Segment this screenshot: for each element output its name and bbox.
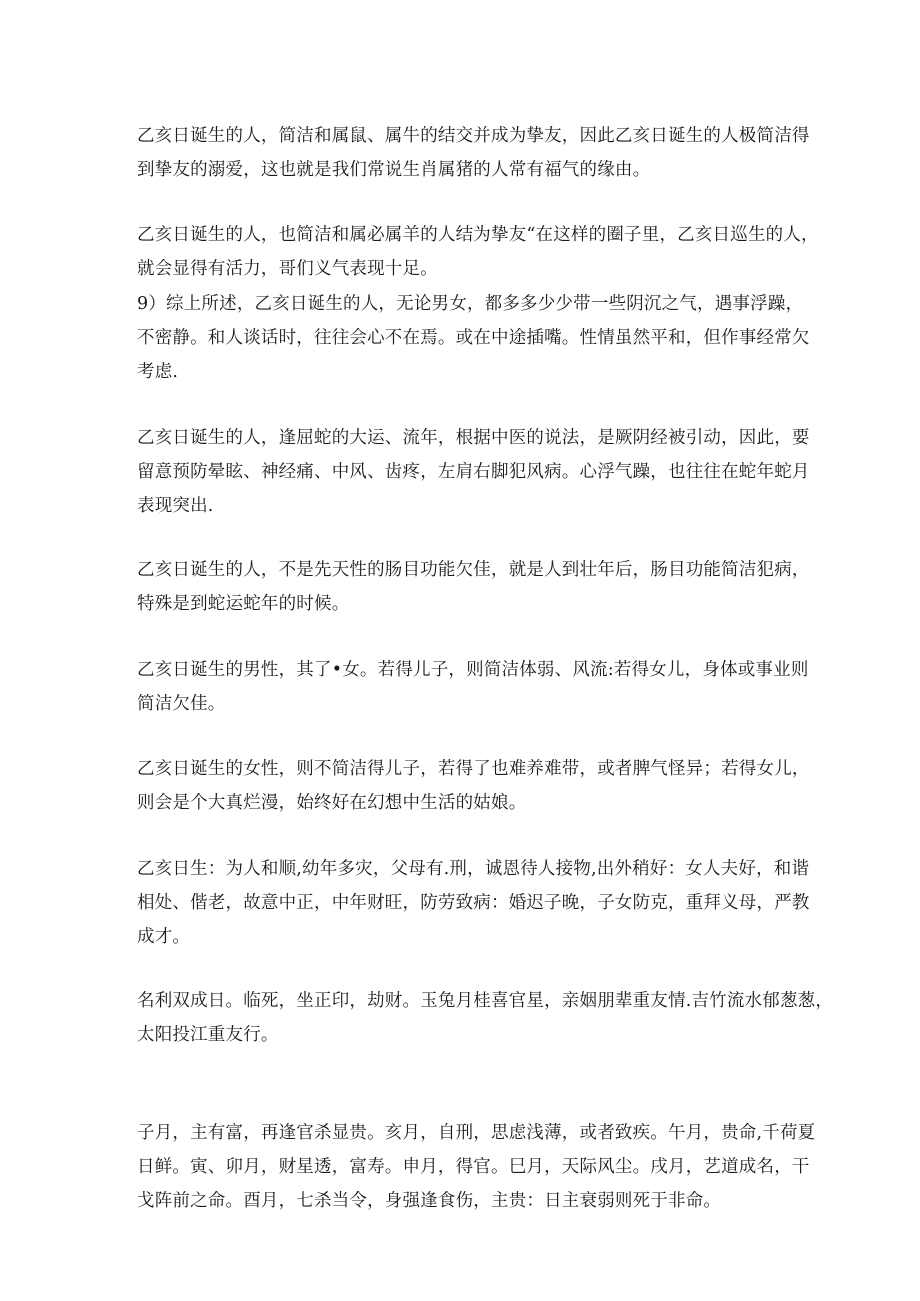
text-line: 不密静。和人谈话时，往往会心不在焉。或在中途插嘴。性情虽然平和，但作事经常欠: [137, 328, 810, 348]
text-line: 日鲜。寅、卯月，财星透，富寿。申月，得官。巳月，天际风尘。戌月，艺道成名，干: [137, 1157, 810, 1177]
text-line: 太阳投江重友行。: [137, 1025, 279, 1045]
text-line: 子月，主有富，再逢官杀显贵。亥月，自刑，思虑浅薄，或者致疾。午月，贵命,千荷夏: [137, 1123, 816, 1143]
paragraph-6: [137, 653, 817, 721]
text-line: 考虑.: [137, 362, 179, 382]
paragraph-9: [137, 984, 834, 1052]
paragraph-10: [137, 1116, 817, 1218]
text-line: 戈阵前之命。酉月，七杀当令，身强逢食伤，主贵：日主衰弱则死于非命。: [137, 1191, 722, 1211]
text-line: 特殊是到蛇运蛇年的时候。: [137, 594, 350, 614]
paragraph-1: [137, 119, 817, 187]
paragraph-5: [137, 553, 817, 621]
text-line: 乙亥日诞生的人，逢屈蛇的大运、流年，根据中医的说法，是厥阴经被引动，因此，要: [137, 428, 810, 448]
text-line: 相处、偕老，故意中正，中年财旺，防劳致病：婚迟子晚，子女防克，重拜义母，严教: [137, 893, 810, 913]
text-line: 到挚友的溺爱，这也就是我们常说生肖属猪的人常有福气的缘由。: [137, 160, 651, 180]
paragraph-4: [137, 421, 817, 523]
paragraph-7: [137, 752, 817, 820]
text-line: 则会是个大真烂漫，始终好在幻想中生活的姑娘。: [137, 793, 527, 813]
paragraph-8: [137, 852, 817, 954]
text-line: 名利双成日。临死，坐正印，劫财。玉兔月桂喜官星，亲姻朋辈重友情.吉竹流水郁葱葱，: [137, 991, 834, 1011]
text-line: 乙亥日诞生的男性，其了•女。若得儿子，则简洁体弱、风流:若得女儿，身体或事业则: [137, 660, 809, 680]
text-line: 乙亥日诞生的人，简洁和属鼠、属牛的结交并成为挚友，因此乙亥日诞生的人极简洁得: [137, 126, 810, 146]
text-line: 表现突出.: [137, 496, 214, 516]
text-line: 乙亥日诞生的人，不是先天性的肠目功能欠佳，就是人到壮年后，肠目功能简洁犯病，: [137, 560, 810, 580]
paragraph-3: [137, 287, 817, 389]
text-line: 9）综上所述，乙亥日诞生的人，无论男女，都多多少少带一些阴沉之气，遇事浮躁，: [137, 294, 804, 314]
text-line: 留意预防晕眩、神经痛、中风、齿疼，左肩右脚犯风病。心浮气躁，也往往在蛇年蛇月: [137, 462, 810, 482]
text-line: 简洁欠佳。: [137, 694, 226, 714]
text-line: 乙亥日生：为人和顺,幼年多灾，父母有.刑，诚恩待人接物,出外稍好：女人夫好，和谐: [137, 859, 810, 879]
text-line: 成才。: [137, 927, 191, 947]
text-line: 就会显得有活力，哥们义气表现十足。: [137, 259, 438, 279]
text-line: 乙亥日诞生的女性，则不简洁得儿子，若得了也难养难带，或者脾气怪异；若得女儿，: [137, 759, 810, 779]
text-line: 乙亥日诞生的人，也简洁和属必属羊的人结为挚友“在这样的圈子里，乙亥日巡生的人，: [137, 225, 819, 245]
paragraph-2: [137, 218, 817, 286]
